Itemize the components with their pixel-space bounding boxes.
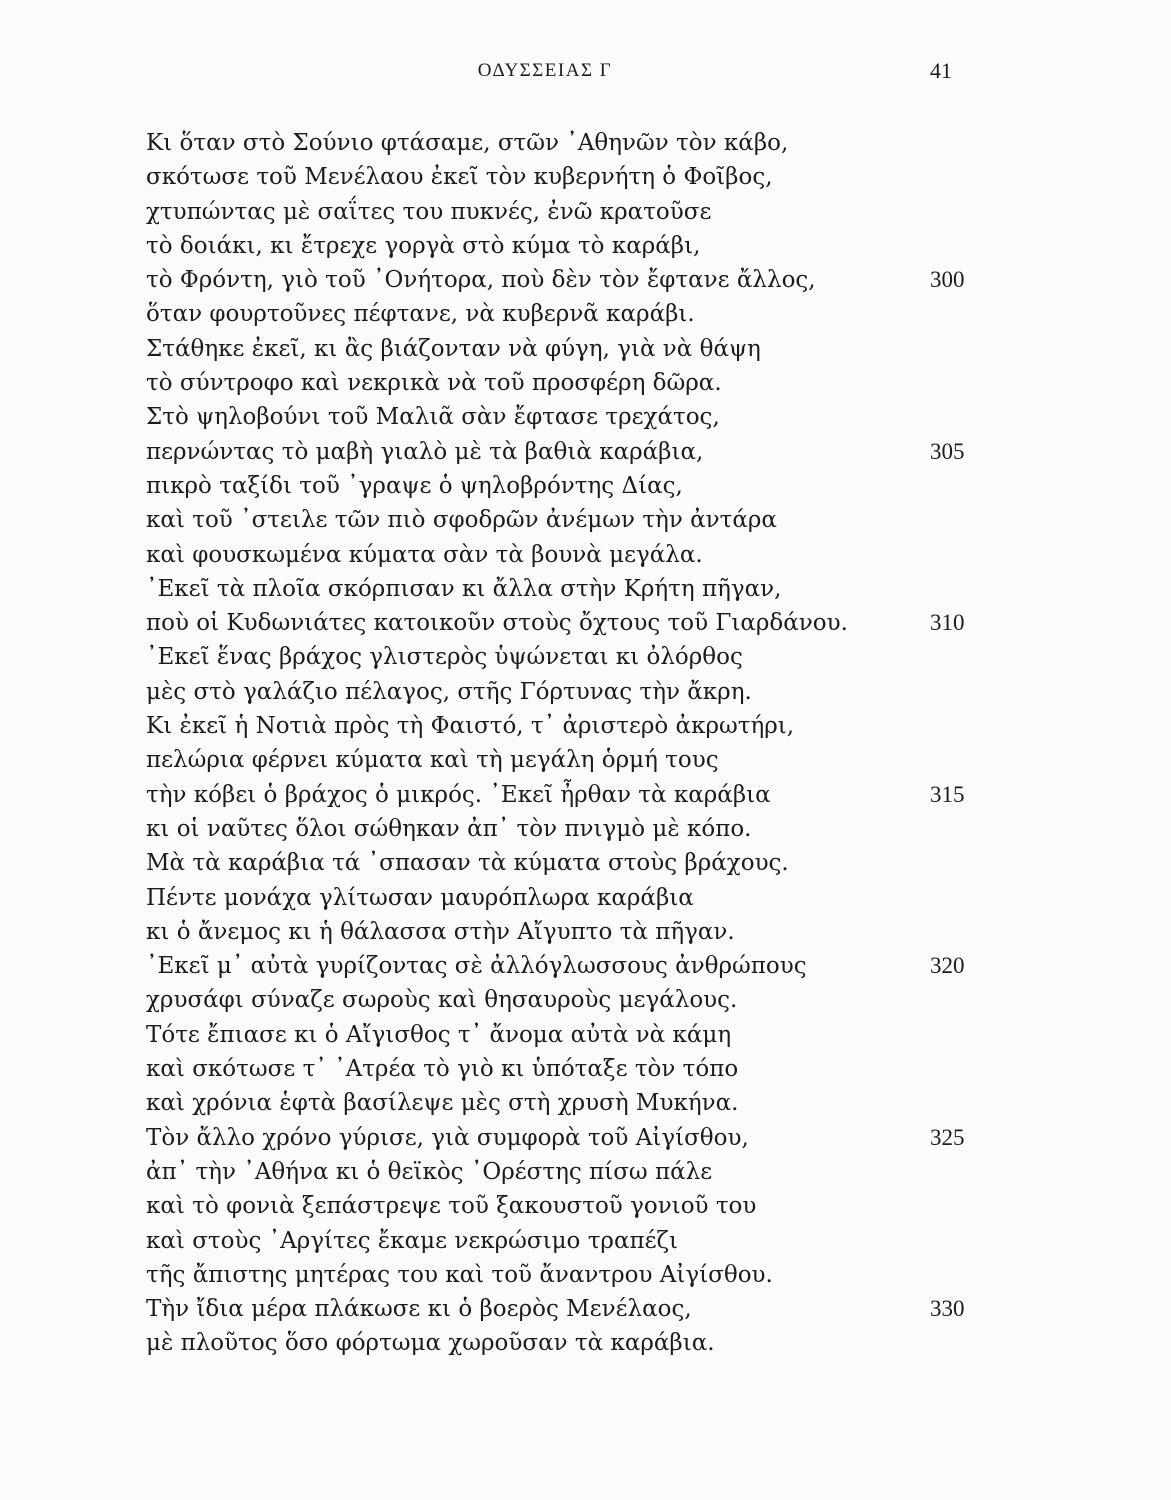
verse-text: καὶ φουσκωμένα κύματα σὰν τὰ βουνὰ μεγάλα. [146,541,703,568]
verse-text: ποὺ οἱ Κυδωνιάτες κατοικοῦν στοὺς ὄχτους τοῦ Γιαρδάνου. [146,610,848,637]
running-title: ΟΔΥΣΣΕΙΑΣ Γ [477,60,613,81]
verse-line [146,160,996,194]
verse-text: ὅταν φουρτοῦνες πέφτανε, νὰ κυβερνᾶ καράβι. [146,301,695,328]
verse-text: Τότε ἔπιασε κι ὁ Αἴγισθος τ᾿ ἄνομα αὐτὰ νὰ κάμη [146,1021,732,1048]
verse-text: κι οἱ ναῦτες ὅλοι σώθηκαν ἀπ᾿ τὸν πνιγμὸ μὲ κόπο. [146,815,752,842]
verse-text: Μὰ τὰ καράβια τά ᾿σπασαν τὰ κύματα στοὺς βράχους. [146,850,789,877]
verse-line [146,503,996,537]
verse-text: καὶ σκότωσε τ᾿ ᾿Ατρέα τὸ γιὸ κι ὑπόταξε τὸν τόπο [146,1056,739,1083]
line-number: 320 [930,953,965,979]
line-number: 330 [930,1296,965,1322]
verse-text: Στὸ ψηλοβούνι τοῦ Μαλιᾶ σὰν ἔφτασε τρεχάτος, [146,404,720,431]
verse-line [146,675,996,709]
verse-text: Κι ὅταν στὸ Σούνιο φτάσαμε, στῶν ᾿Αθηνῶν τὸν κάβο, [146,130,789,156]
verse-text: Πέντε μονάχα γλίτωσαν μαυρόπλωρα καράβια [146,884,694,911]
verse-line [146,1224,996,1258]
verse-line [146,606,996,640]
verse-line [146,1052,996,1086]
verse-line [146,1292,996,1326]
verse-line [146,846,996,880]
verse-text: κι ὁ ἄνεμος κι ἡ θάλασσα στὴν Αἴγυπτο τὰ πῆγαν. [146,918,735,945]
verse-text: ᾿Εκεῖ μ᾿ αὐτὰ γυρίζοντας σὲ ἀλλόγλωσσους ἀνθρώπους [146,953,807,980]
verse-text: μὲ πλοῦτος ὅσο φόρτωμα χωροῦσαν τὰ καράβια. [146,1330,715,1357]
verse-text: τὸ σύντροφο καὶ νεκρικὰ νὰ τοῦ προσφέρη δῶρα. [146,370,722,397]
verse-text: καὶ στοὺς ᾿Αργίτες ἔκαμε νεκρώσιμο τραπέζι [146,1227,678,1254]
verse-line [146,1018,996,1052]
verse-line [146,1189,996,1223]
verse-text: τὸ Φρόντη, γιὸ τοῦ ᾿Ονήτορα, ποὺ δὲν τὸν ἔφτανε ἄλλος, [146,267,816,294]
verse-text: μὲς στὸ γαλάζιο πέλαγος, στῆς Γόρτυνας τὴν ἄκρη. [146,678,752,705]
verse-text: ᾿Εκεῖ ἕνας βράχος γλιστερὸς ὑψώνεται κι ὀλόρθος [146,644,743,671]
verse-line [146,400,996,434]
verse-text: ἀπ᾿ τὴν ᾿Αθήνα κι ὁ θεϊκὸς ᾿Ορέστης πίσω πάλε [146,1158,713,1185]
verse-list [146,126,996,1361]
verse-text: πελώρια φέρνει κύματα καὶ τὴ μεγάλη ὁρμή τους [146,747,719,774]
verse-line [146,778,996,812]
page-number: 41 [930,58,952,83]
verse-text: καὶ τὸ φονιὰ ξεπάστρεψε τοῦ ξακουστοῦ γονιοῦ του [146,1193,757,1220]
verse-text: ᾿Εκεῖ τὰ πλοῖα σκόρπισαν κι ἄλλα στὴν Κρήτη πῆγαν, [146,575,782,602]
verse-text: περνώντας τὸ μαβὴ γιαλὸ μὲ τὰ βαθιὰ καράβια, [146,438,704,465]
verse-line [146,469,996,503]
verse-line [146,572,996,606]
verse-text: Τὴν ἴδια μέρα πλάκωσε κι ὁ βοερὸς Μενέλαος, [146,1296,692,1323]
verse-line [146,435,996,469]
verse-text: χρυσάφι σύναζε σωροὺς καὶ θησαυροὺς μεγάλους. [146,987,738,1014]
verse-line [146,640,996,674]
verse-line [146,538,996,572]
verse-line [146,1326,996,1360]
verse-text: τὸ δοιάκι, κι ἔτρεχε γοργὰ στὸ κύμα τὸ καράβι, [146,232,701,259]
verse-text: Κι ἐκεῖ ἡ Νοτιὰ πρὸς τὴ Φαιστό, τ᾿ ἀριστερὸ ἀκρωτήρι, [146,713,795,740]
verse-text: Στάθηκε ἐκεῖ, κι ἂς βιάζονταν νὰ φύγη, γιὰ νὰ θάψη [146,335,761,362]
verse-text: τῆς ἄπιστης μητέρας του καὶ τοῦ ἄναντρου Αἰγίσθου. [146,1261,773,1288]
verse-line [146,366,996,400]
line-number: 310 [930,610,965,636]
verse-text: σκότωσε τοῦ Μενέλαου ἐκεῖ τὸν κυβερνήτη ὁ Φοῖβος, [146,164,773,191]
verse-line [146,1121,996,1155]
line-number: 305 [930,438,965,464]
verse-line [146,1086,996,1120]
verse-line [146,229,996,263]
verse-line [146,881,996,915]
verse-line [146,709,996,743]
verse-line [146,195,996,229]
verse-line [146,983,996,1017]
verse-line [146,915,996,949]
verse-line [146,743,996,777]
verse-text: καὶ τοῦ ᾿στειλε τῶν πιὸ σφοδρῶν ἀνέμων τὴν ἀντάρα [146,507,777,534]
verse-text: πικρὸ ταξίδι τοῦ ᾿γραψε ὁ ψηλοβρόντης Δίας, [146,472,683,499]
line-number: 300 [930,267,965,293]
verse-text: χτυπώντας μὲ σαΐτες του πυκνές, ἐνῶ κρατοῦσε [146,198,712,225]
verse-line [146,332,996,366]
verse-text: τὴν κόβει ὁ βράχος ὁ μικρός. ᾿Εκεῖ ἦρθαν τὰ καράβια [146,781,771,808]
verse-line [146,949,996,983]
verse-line [146,1155,996,1189]
verse-line [146,126,996,160]
line-number: 315 [930,781,965,807]
verse-line [146,812,996,846]
line-number: 325 [930,1124,965,1150]
verse-line [146,297,996,331]
verse-line [146,263,996,297]
verse-text: καὶ χρόνια ἑφτὰ βασίλεψε μὲς στὴ χρυσὴ Μυκήνα. [146,1090,739,1117]
verse-text: Τὸν ἄλλο χρόνο γύρισε, γιὰ συμφορὰ τοῦ Αἰγίσθου, [146,1124,749,1151]
verse-line [146,1258,996,1292]
